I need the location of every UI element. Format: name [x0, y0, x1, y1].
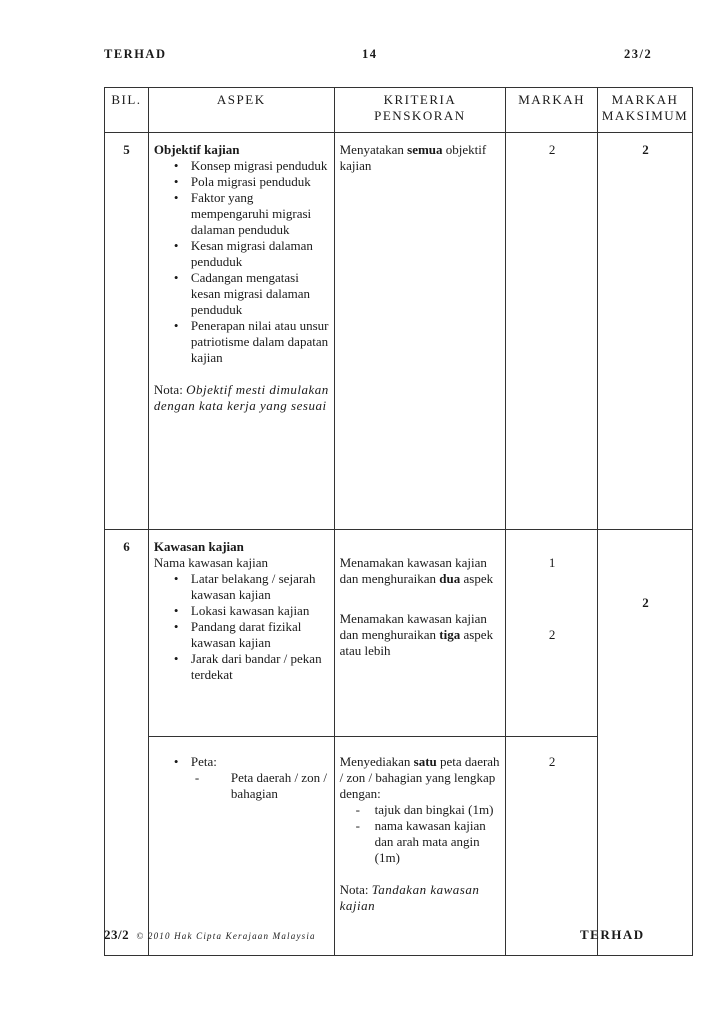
footer-classification: TERHAD	[580, 927, 645, 942]
list-item: • Konsep migrasi penduduk	[168, 158, 330, 174]
table-row	[105, 530, 693, 737]
markah-cell	[506, 737, 598, 956]
criteria-emphasis: semua	[407, 142, 443, 157]
map-label: Peta:	[190, 754, 217, 769]
col-maksimum-line2: MAKSIMUM	[601, 108, 689, 123]
note-text: Tandakan kawasan kajian	[339, 882, 480, 913]
footer-code: 23/2	[104, 927, 130, 942]
criteria-text: aspek atau lebih	[339, 627, 494, 658]
criteria-text: Menamakan kawasan kajian dan menghuraikan	[339, 611, 487, 642]
list-item: • Cadangan mengatasi kesan migrasi dalaman penduduk	[168, 270, 330, 318]
markah-value: 2	[548, 627, 556, 642]
criteria-text: Menamakan kawasan kajian dan menghuraikan	[339, 555, 487, 586]
aspect-title: Objektif kajian	[153, 142, 240, 157]
header-classification: TERHAD	[104, 47, 167, 61]
criteria-text: peta daerah / zon / bahagian yang lengkap dengan:	[339, 754, 500, 801]
aspek-cell	[148, 133, 334, 530]
criteria-list	[340, 802, 502, 866]
col-aspek: ASPEK	[148, 88, 334, 133]
criteria-cell	[334, 530, 506, 737]
marking-scheme-table	[104, 87, 693, 956]
maksimum-cell	[598, 530, 693, 956]
col-maksimum	[598, 88, 693, 133]
criteria-emphasis: satu	[413, 754, 437, 769]
table-row	[105, 133, 693, 530]
markah-value: 1	[548, 555, 556, 570]
markah-value: 2	[548, 754, 556, 769]
list-item: • Kesan migrasi dalaman penduduk	[168, 238, 330, 270]
list-item	[168, 754, 330, 802]
note-label: Nota:	[153, 382, 183, 397]
footer-left	[104, 927, 316, 943]
col-kriteria-line2: PENSKORAN	[374, 108, 466, 123]
page-number: 14	[362, 47, 378, 61]
table-header-row	[105, 88, 693, 133]
criteria-text: aspek	[463, 571, 494, 586]
criteria-cell	[334, 133, 506, 530]
list-item: • Jarak dari bandar / pekan terdekat	[168, 651, 330, 683]
note-label: Nota:	[339, 882, 369, 897]
criteria-text: Menyatakan	[339, 142, 404, 157]
note	[340, 882, 502, 914]
aspect-title: Kawasan kajian	[153, 539, 244, 554]
sub-list-item: - Peta daerah / zon / bahagian	[191, 770, 330, 802]
criteria-emphasis: dua	[439, 571, 461, 586]
criteria-text: objektif kajian	[339, 142, 487, 173]
markah-cell	[506, 530, 598, 737]
aspect-list	[154, 158, 330, 366]
row-number: 6	[105, 530, 149, 956]
criteria-text: Menyediakan	[339, 754, 411, 769]
footer-copyright: © 2010 Hak Cipta Kerajaan Malaysia	[136, 931, 316, 941]
list-item: - tajuk dan bingkai (1m)	[352, 802, 502, 818]
markah-cell: 2	[506, 133, 598, 530]
note	[154, 382, 330, 414]
list-item: • Pandang darat fizikal kawasan kajian	[168, 619, 330, 651]
row-number: 5	[105, 133, 149, 530]
list-item: • Lokasi kawasan kajian	[168, 603, 330, 619]
criteria-emphasis: tiga	[439, 627, 461, 642]
criteria-cell	[334, 737, 506, 956]
list-item: • Latar belakang / sejarah kawasan kajian	[168, 571, 330, 603]
col-kriteria	[334, 88, 506, 133]
list-item: - nama kawasan kajian dan arah mata angin (1m)	[352, 818, 502, 866]
maksimum-cell: 2	[598, 133, 693, 530]
col-markah: MARKAH	[506, 88, 598, 133]
list-item: • Penerapan nilai atau unsur patriotisme dalam dapatan kajian	[168, 318, 330, 366]
aspect-list	[154, 754, 330, 802]
aspect-subtitle: Nama kawasan kajian	[153, 555, 268, 570]
aspek-cell	[148, 530, 334, 737]
col-maksimum-line1: MARKAH	[611, 92, 679, 107]
sub-list	[191, 770, 330, 802]
col-bil: BIL.	[105, 88, 149, 133]
list-item: • Pola migrasi penduduk	[168, 174, 330, 190]
paper-code: 23/2	[624, 47, 653, 61]
col-kriteria-line1: KRITERIA	[383, 92, 457, 107]
note-text: Objektif mesti dimulakan dengan kata kerja yang sesuai	[153, 382, 329, 413]
aspek-cell	[148, 737, 334, 956]
list-item: • Faktor yang mempengaruhi migrasi dalaman penduduk	[168, 190, 330, 238]
maksimum-value: 2	[642, 595, 649, 610]
aspect-list	[154, 571, 330, 683]
